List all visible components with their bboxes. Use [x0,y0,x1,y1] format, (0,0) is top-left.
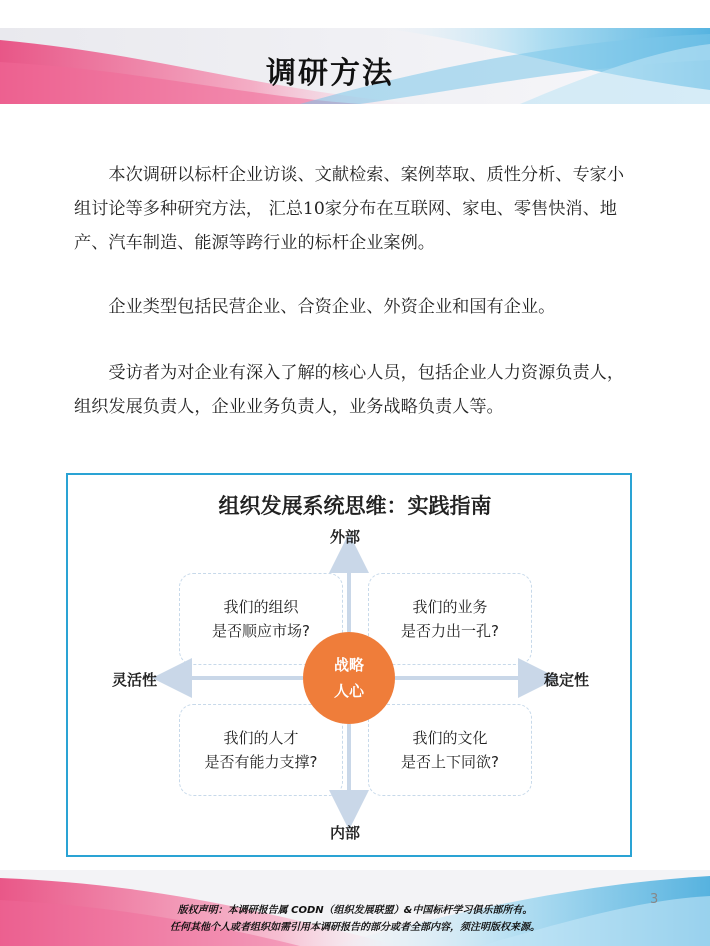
quadrant-business-line2: 是否力出一孔? [401,622,499,640]
quadrant-talent [179,704,343,796]
quadrant-business [368,573,532,665]
quadrant-business-line1: 我们的业务 [412,598,488,616]
center-circle [303,632,395,724]
diagram-title: 组织发展系统思维：实践指南 [218,494,492,518]
quadrant-culture [368,704,532,796]
center-label-line1: 战略 [333,656,364,674]
axis-label-internal: 内部 [330,824,361,842]
axis-label-stability: 稳定性 [544,671,590,689]
quadrant-talent-line1: 我们的人才 [223,729,299,747]
axis-label-external: 外部 [330,528,361,546]
paragraph-company-types: 企业类型包括民营企业、合资企业、外资企业和国有企业。 [108,297,556,317]
quadrant-organization-line1: 我们的组织 [223,598,299,616]
quadrant-culture-line1: 我们的文化 [412,729,488,747]
axis-label-flexibility: 灵活性 [112,671,158,689]
paragraph-interviewees: 受访者为对企业有深入了解的核心人员，包括企业人力资源负责人，组织发展负责人，企业业务负责人，业务战略负责人等。 [74,363,625,417]
quadrant-organization-line2: 是否顺应市场? [212,622,310,640]
copyright-line-2: 任何其他个人或者组织如需引用本调研报告的部分或者全部内容，须注明版权来源。 [170,922,540,933]
center-label-line2: 人心 [333,682,364,700]
page-number: 3 [650,892,659,907]
quadrant-talent-line2: 是否有能力支撑? [204,753,318,771]
quadrant-culture-line2: 是否上下同欲? [401,753,499,771]
paragraph-methods: 本次调研以标杆企业访谈、文献检索、案例萃取、质性分析、专家小组讨论等多种研究方法， 汇总10家分布在互联网、家电、零售快消、地产、汽车制造、能源等跨行业的标杆企业案例。 [74,165,625,253]
copyright-line-1: 版权声明：本调研报告属 CODN（组织发展联盟）&中国标杆学习俱乐部所有。 [177,905,533,916]
page-title: 调研方法 [266,56,394,91]
